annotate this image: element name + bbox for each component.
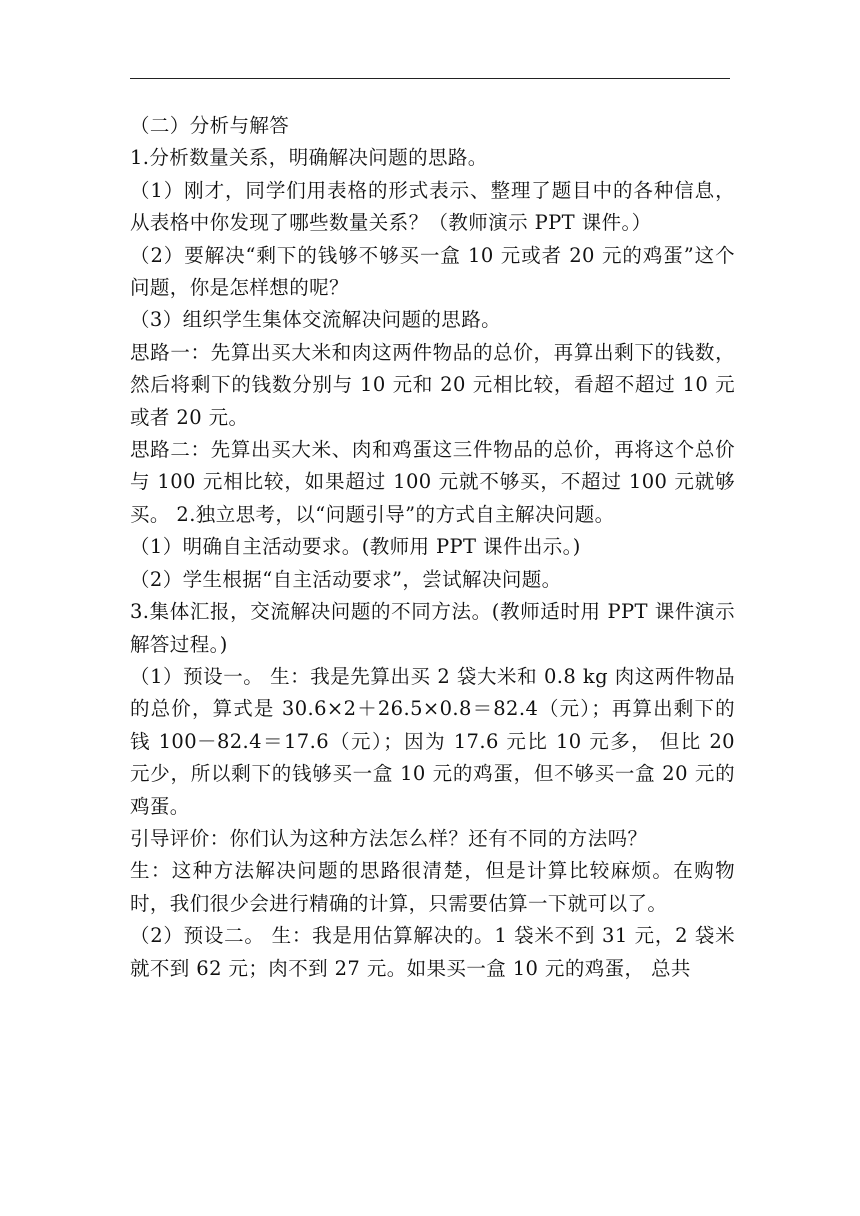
section-heading: （二）分析与解答 <box>130 114 290 137</box>
paragraph: 思路二：先算出买大米、肉和鸡蛋这三件物品的总价，再将这个总价与 100 元相比较，如果超过 100 元就不够买，不超过 100 元就够买。 2.独立思考，以“问题引导”的方式自主解决问题。 <box>130 438 735 526</box>
paragraph: （2）要解决“剩下的钱够不够买一盒 10 元或者 20 元的鸡蛋”这个问题，你是怎样想的呢？ <box>130 243 735 300</box>
paragraph: （3）组织学生集体交流解决问题的思路。 <box>130 308 502 332</box>
paragraph: 1.分析数量关系，明确解决问题的思路。 <box>130 146 488 170</box>
paragraph: （2）预设二。 生：我是用估算解决的。1 袋米不到 31 元，2 袋米就不到 62 元；肉不到 27 元。如果买一盒 10 元的鸡蛋， 总共 <box>130 924 735 980</box>
paragraph: 思路一：先算出买大米和肉这两件物品的总价，再算出剩下的钱数，然后将剩下的钱数分别与 10 元和 20 元相比较，看超不超过 10 元或者 20 元。 <box>130 340 735 429</box>
paragraph: 引导评价：你们认为这种方法怎么样？还有不同的方法吗？ <box>130 826 648 850</box>
document-body <box>130 110 735 985</box>
paragraph: 生：这种方法解决问题的思路很清楚，但是计算比较麻烦。在购物时，我们很少会进行精确的计算，只需要估算一下就可以了。 <box>130 859 735 915</box>
paragraph: （1）刚才，同学们用表格的形式表示、整理了题目中的各种信息，从表格中你发现了哪些数量关系？（教师演示 PPT 课件。） <box>130 178 735 235</box>
paragraph: （1）明确自主活动要求。(教师用 PPT 课件出示。) <box>130 535 581 559</box>
paragraph: 3.集体汇报，交流解决问题的不同方法。(教师适时用 PPT 课件演示解答过程。) <box>130 600 735 656</box>
header-divider <box>130 78 730 79</box>
paragraph: （1）预设一。 生：我是先算出买 2 袋大米和 0.8 kg 肉这两件物品的总价，算式是 30.6×2＋26.5×0.8＝82.4（元）；再算出剩下的钱 100－82.4＝17.6（元）；因为 17.6 元比 10 元多， 但比 20 元少，所以剩下的钱够买一盒 10 元的鸡蛋，但不够买一盒 20 元的鸡蛋。 <box>130 664 735 818</box>
paragraph: （2）学生根据“自主活动要求”，尝试解决问题。 <box>130 567 562 591</box>
